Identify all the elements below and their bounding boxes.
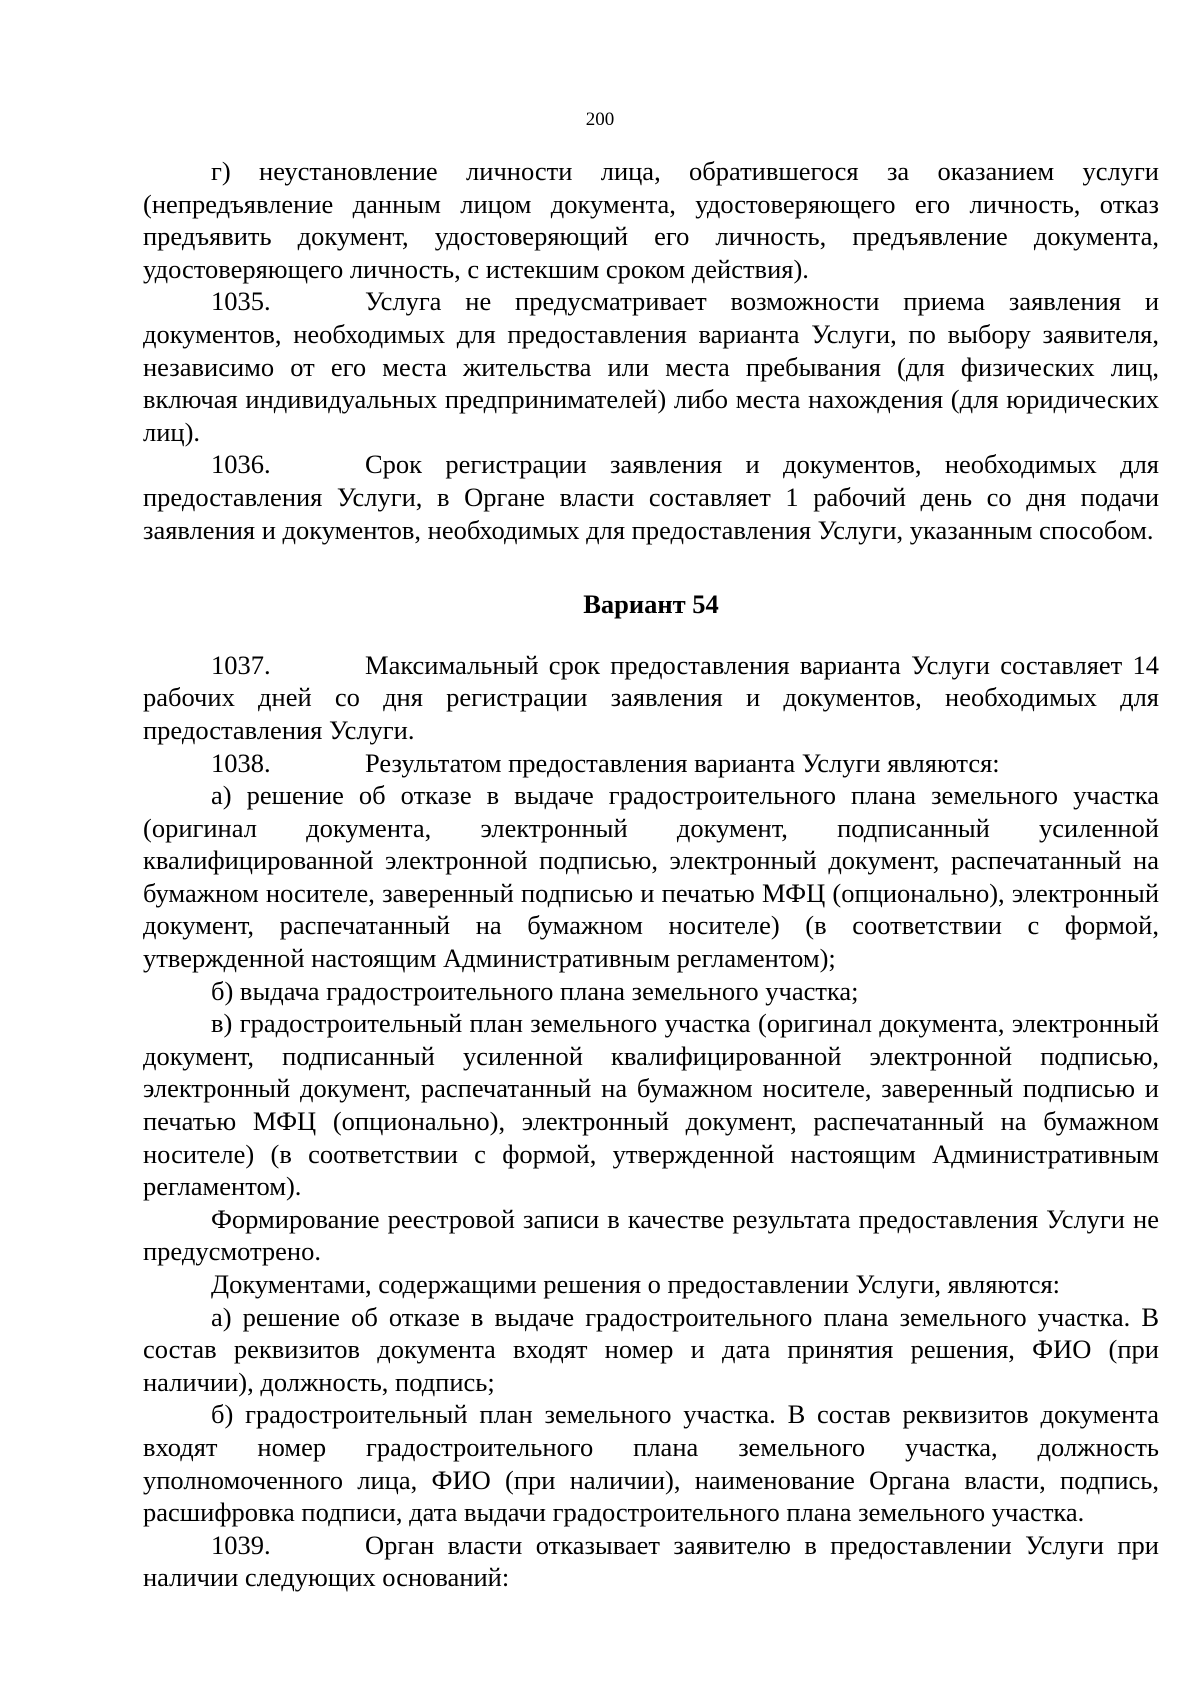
paragraph-text: Срок регистрации заявления и документов, необходимых для предоставления Услуги, в Органе власти составляет 1 рабочий день со дня подачи заявления и документов, необходимых для предоставления Услуги, указанным способом.	[143, 449, 1159, 545]
paragraph-text: б) градостроительный план земельного участка. В состав реквизитов документа входят номер градостроительного плана земельного участка, должность уполномоченного лица, ФИО (при наличии), наименование Органа власти, подпись, расшифровка подписи, дата выдачи градостроительного плана земельного участка.	[143, 1399, 1159, 1528]
paragraph-number: 1036.	[211, 449, 271, 480]
paragraph-result-a	[143, 779, 1159, 975]
paragraph-1036	[143, 448, 1159, 546]
page-number: 200	[585, 109, 615, 130]
paragraph-text: г) неустановление личности лица, обратившегося за оказанием услуги (непредъявление данным лицом документа, удостоверяющего его личность, отказ предъявить документ, удостоверяющий его личность, предъявление документа, удостоверяющего личность, с истекшим сроком действия).	[143, 156, 1159, 284]
paragraph-doc-b	[143, 1398, 1159, 1528]
paragraph-text: Услуга не предусматривает возможности приема заявления и документов, необходимых для предоставления варианта Услуги, по выбору заявителя, независимо от его места жительства или места пребывания (для физических лиц, включая индивидуальных предпринимателей) либо места нахождения (для юридических лиц).	[143, 286, 1159, 447]
paragraph-number: 1035.	[211, 286, 271, 317]
paragraph-documents-intro	[143, 1268, 1159, 1301]
paragraph-doc-a	[143, 1301, 1159, 1399]
paragraph-text: Орган власти отказывает заявителю в предоставлении Услуги при наличии следующих оснований:	[143, 1529, 1159, 1593]
paragraph-registry-note	[143, 1203, 1159, 1268]
document-body	[143, 155, 1159, 1594]
paragraph-text: в) градостроительный план земельного участка (оригинал документа, электронный документ, подписанный усиленной квалифицированной электронной подписью, электронный документ, распечатанный на бумажном носителе, заверенный подписью и печатью МФЦ (опционально), электронный документ, распечатанный на бумажном носителе) (в соответствии с формой, утвержденной настоящим Административным регламентом).	[143, 1008, 1159, 1202]
paragraph-number: 1037.	[211, 649, 271, 680]
paragraph-text: Формирование реестровой записи в качестве результата предоставления Услуги не предусмотрено.	[143, 1203, 1159, 1267]
spacer	[143, 621, 1159, 649]
spacer	[143, 546, 1159, 588]
paragraph-text: б) выдача градостроительного плана земельного участка;	[211, 975, 859, 1006]
paragraph-1039	[143, 1529, 1159, 1594]
paragraph-item-g	[143, 155, 1159, 285]
section-heading: Вариант 54	[583, 589, 719, 620]
paragraph-text: Максимальный срок предоставления варианта Услуги составляет 14 рабочих дней со дня регистрации заявления и документов, необходимых для предоставления Услуги.	[143, 649, 1159, 745]
paragraph-result-b	[143, 975, 1159, 1008]
paragraph-1038	[143, 747, 1159, 780]
paragraph-result-v	[143, 1007, 1159, 1203]
paragraph-text: а) решение об отказе в выдаче градостроительного плана земельного участка (оригинал документа, электронный документ, подписанный усиленной квалифицированной электронной подписью, электронный документ, распечатанный на бумажном носителе, заверенный подписью и печатью МФЦ (опционально), электронный документ, распечатанный на бумажном носителе) (в соответствии с формой, утвержденной настоящим Административным регламентом);	[143, 780, 1159, 974]
paragraph-text: Документами, содержащими решения о предоставлении Услуги, являются:	[211, 1269, 1061, 1299]
paragraph-number: 1038.	[211, 747, 271, 778]
paragraph-1035	[143, 285, 1159, 448]
paragraph-number: 1039.	[211, 1529, 271, 1560]
paragraph-text: Результатом предоставления варианта Услуги являются:	[365, 747, 1000, 778]
paragraph-1037	[143, 649, 1159, 747]
paragraph-text: а) решение об отказе в выдаче градостроительного плана земельного участка. В состав реквизитов документа входят номер и дата принятия решения, ФИО (при наличии), должность, подпись;	[143, 1301, 1159, 1397]
